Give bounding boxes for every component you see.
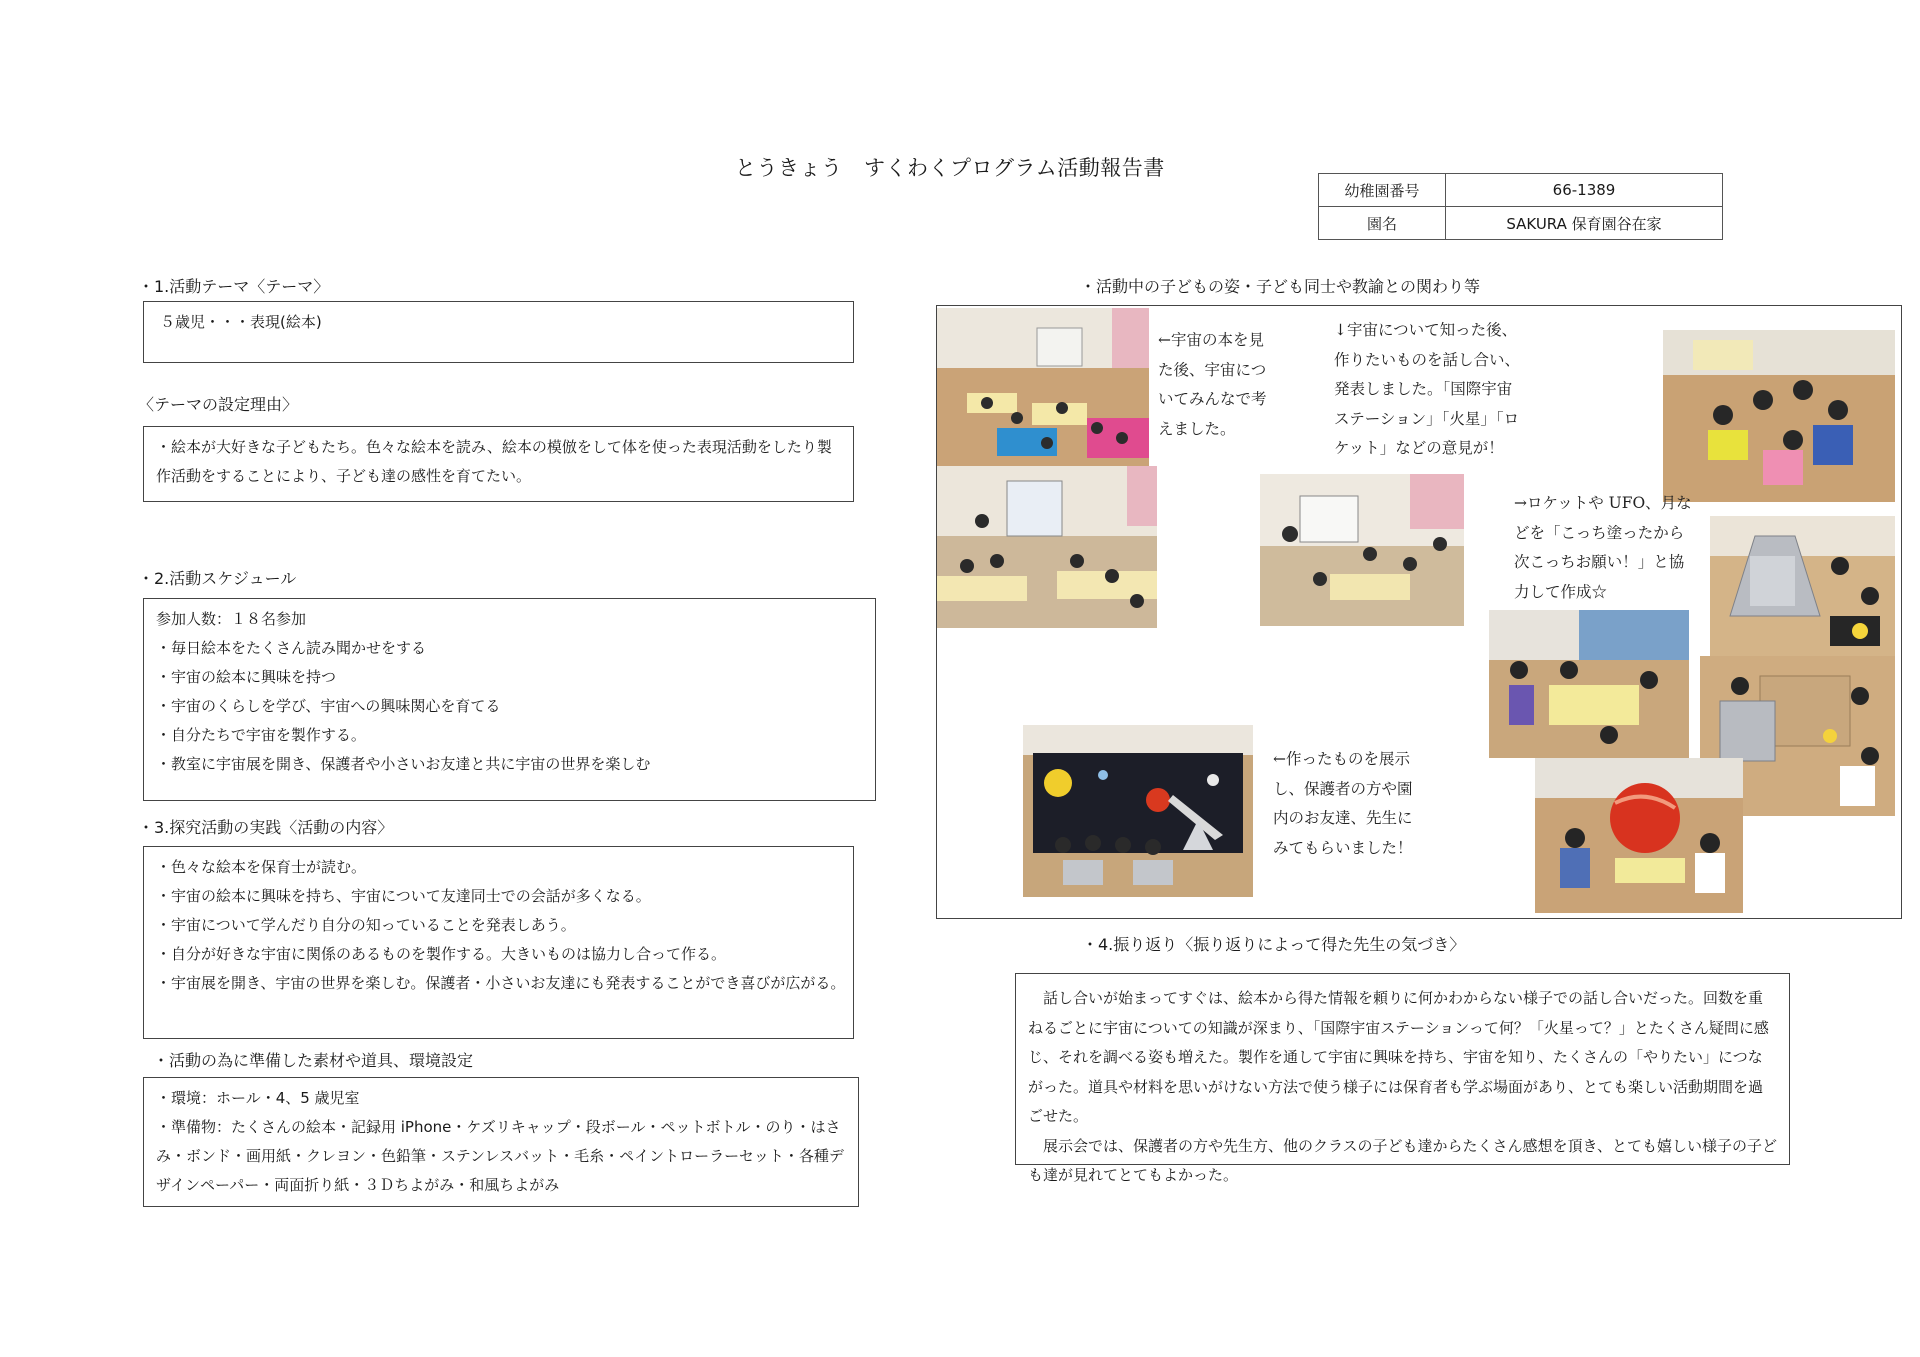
schedule-line: ・教室に宇宙展を開き、保護者や小さいお友達と共に宇宙の世界を楽しむ [156, 755, 651, 773]
reflection-paragraph: 話し合いが始まってすぐは、絵本から得た情報を頼りに何かわからない様子での話し合いだった。回数を重ねるごとに宇宙についての知識が深まり、「国際宇宙ステーションって何？「火星って？」とたくさん疑問に感じ、それを調べる姿も増えた。製作を通して宇宙に興味を持ち、宇宙を知り、たくさんの「やりたい」につながった。道具や材料を思いがけない方法で使う様子には保育者も学ぶ場面があり、とても楽しい活動期間を過ごせた。 [1028, 989, 1769, 1125]
red-planet-craft-photo [1535, 758, 1743, 913]
section4-heading: ・4.振り返り〈振り返りによって得た先生の気づき〉 [1082, 935, 1466, 954]
reason-content: ・絵本が大好きな子どもたち。色々な絵本を読み、絵本の模倣をして体を使った表現活動をしたり製作活動をすることにより、子ども達の感性を育てたい。 [156, 438, 832, 485]
caption-line: ↓宇宙について知った後、 [1334, 321, 1518, 339]
schedule-line: ・宇宙の絵本に興味を持つ [156, 668, 337, 686]
caption-line: ←作ったものを展示 [1273, 750, 1410, 768]
caption-line: みてもらいました！ [1273, 838, 1413, 857]
practice-line: ・宇宙展を開き、宇宙の世界を楽しむ。保護者・小さいお友達にも発表することができ喜びが広がる。 [156, 974, 846, 992]
caption-line: 内のお友達、先生に [1273, 809, 1413, 827]
kindergarten-name-value: SAKURA 保育園谷在家 [1446, 207, 1723, 240]
floor-group-photo [1663, 330, 1895, 502]
photos-heading: ・活動中の子どもの姿・子ども同士や教諭との関わり等 [1080, 277, 1481, 296]
caption-line: た後、宇宙につ [1158, 360, 1267, 379]
practice-line: ・宇宙の絵本に興味を持ち、宇宙について友達同士での会話が多くなる。 [156, 887, 651, 905]
report-title: とうきょう すくわくプログラム活動報告書 [735, 156, 1165, 180]
section2-heading: ・2.活動スケジュール [138, 569, 297, 588]
materials-environment: ・環境：ホール・4、5 歳児室 [156, 1089, 360, 1107]
schedule-line: ・毎日絵本をたくさん読み聞かせをする [156, 639, 427, 657]
caption-line: ケット」などの意見が！ [1334, 439, 1504, 457]
section3-heading: ・3.探究活動の実践〈活動の内容〉 [138, 818, 394, 837]
theme-box [143, 301, 854, 363]
caption-line: 発表しました。「国際宇宙 [1334, 380, 1513, 398]
practice-line: ・自分が好きな宇宙に関係のあるものを製作する。大きいものは協力し合って作る。 [156, 945, 727, 963]
theme-content: ５歳児・・・表現(絵本) [160, 313, 322, 331]
section1-heading: ・1.活動テーマ〈テーマ〉 [138, 277, 330, 296]
caption-line: →ロケットや UFO、月な [1514, 494, 1692, 512]
caption-line: 作りたいものを話し合い、 [1334, 350, 1521, 369]
classroom-discussion-photo [937, 466, 1157, 628]
schedule-line: 参加人数：１８名参加 [156, 610, 307, 628]
kindergarten-name-label: 園名 [1319, 207, 1446, 240]
schedule-line: ・自分たちで宇宙を製作する。 [156, 726, 366, 744]
space-exhibit-photo [1023, 725, 1253, 897]
caption-line: ステーション」「火星」「ロ [1334, 409, 1520, 428]
kindergarten-number-value: 66-1389 [1446, 174, 1723, 207]
materials-heading: ・活動の為に準備した素材や道具、環境設定 [153, 1051, 474, 1070]
caption-discussion [1334, 316, 1520, 464]
caption-cooperation [1514, 489, 1692, 607]
practice-line: ・色々な絵本を保育士が読む。 [156, 858, 367, 876]
caption-line: 次こっちお願い！」と協 [1514, 553, 1685, 571]
kindergarten-number-label: 幼稚園番号 [1319, 174, 1446, 207]
practice-line: ・宇宙について学んだり自分の知っていることを発表しあう。 [156, 916, 576, 934]
classroom-reading-photo [937, 308, 1149, 466]
painting-together-photo [1489, 610, 1689, 758]
foil-rocket-photo [1710, 516, 1895, 656]
reason-box [143, 426, 854, 502]
reflection-box [1015, 973, 1790, 1184]
caption-line: えました。 [1158, 419, 1236, 438]
caption-exhibition [1273, 745, 1413, 863]
schedule-box [143, 598, 876, 801]
caption-line: どを「こっち塗ったから [1514, 523, 1685, 542]
caption-line: いてみんなで考 [1158, 390, 1267, 408]
schedule-line: ・宇宙のくらしを学び、宇宙への興味関心を育てる [156, 697, 501, 715]
caption-line: 力して作成☆ [1514, 582, 1608, 601]
reflection-paragraph: 展示会では、保護者の方や先生方、他のクラスの子ども達からたくさん感想を頂き、とても嬉しい様子の子ども達が見れてとてもよかった。 [1028, 1136, 1777, 1184]
materials-box [143, 1077, 859, 1207]
caption-line: ←宇宙の本を見 [1158, 331, 1264, 349]
kindergarten-info-table [1318, 173, 1723, 240]
caption-line: し、保護者の方や園 [1273, 779, 1413, 798]
materials-equipment: ・準備物：たくさんの絵本・記録用 iPhone・ケズリキャップ・段ボール・ペットボトル・のり・はさみ・ボンド・画用紙・クレヨン・色鉛筆・ステンレスバット・毛糸・ペイントローラーセット・各種デザインペーパー・両面折り紙・３Ｄちよがみ・和風ちよがみ [156, 1118, 844, 1194]
reason-heading: 〈テーマの設定理由〉 [138, 395, 299, 414]
whiteboard-presentation-photo [1260, 474, 1464, 626]
caption-think-together [1158, 326, 1267, 444]
practice-box [143, 846, 854, 1039]
